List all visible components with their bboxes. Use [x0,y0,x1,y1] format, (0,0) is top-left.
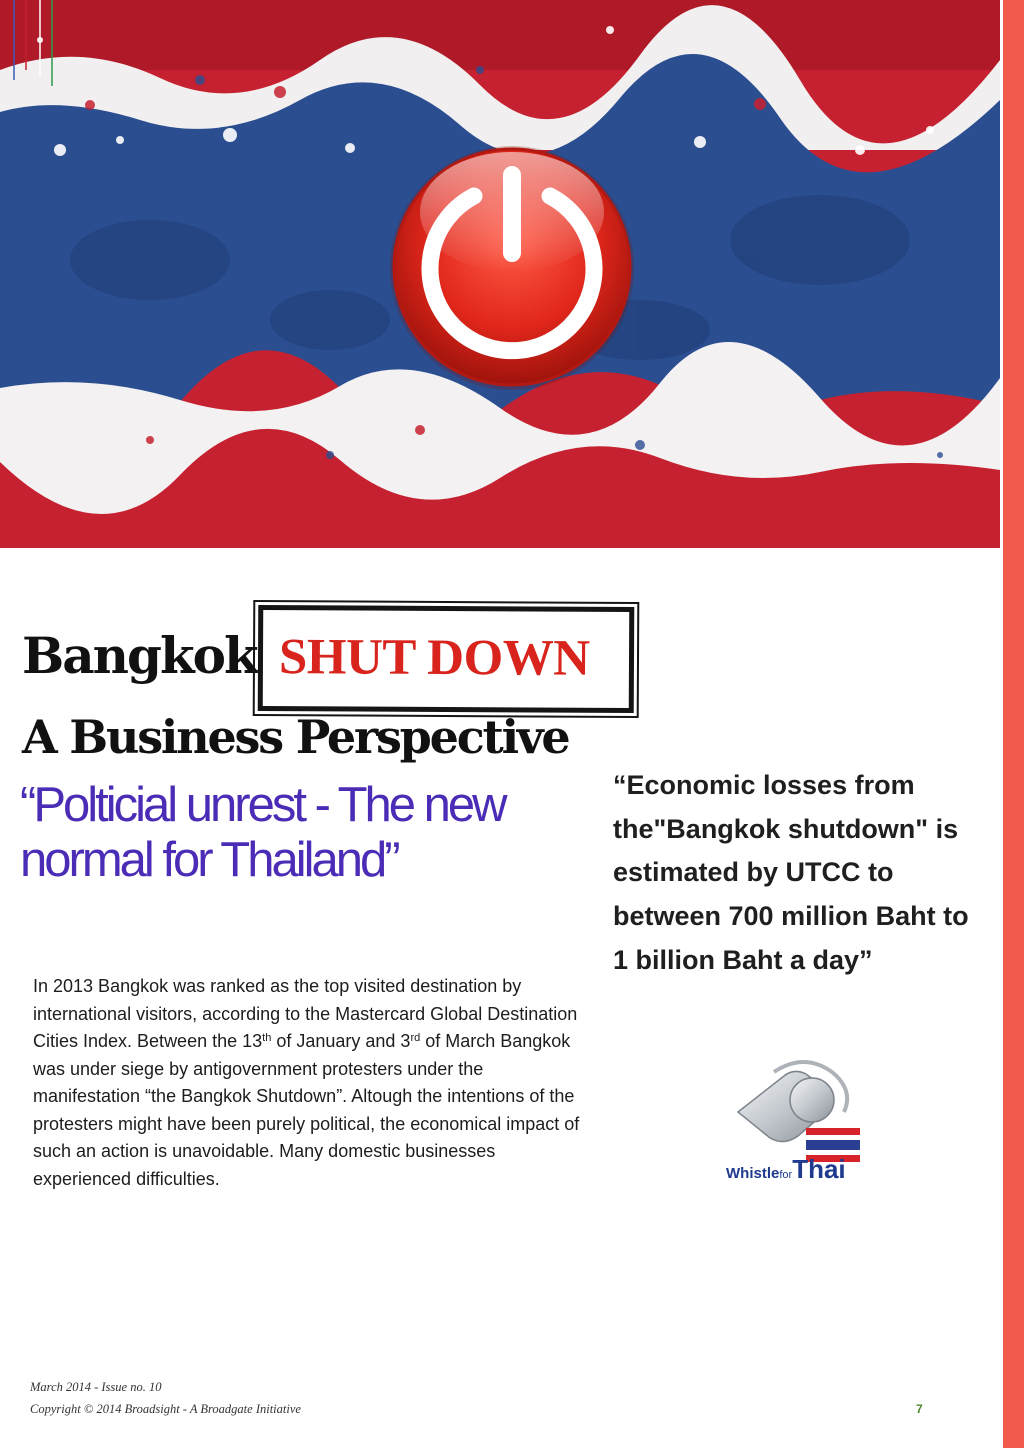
headline-bangkok: Bangkok [22,626,257,685]
logo-text-for: for [779,1169,793,1181]
headline-business-perspective: A Business Perspective [22,710,569,764]
page-number: 7 [916,1402,923,1416]
logo-text [726,1154,846,1185]
footer-copyright: Copyright © 2014 Broadsight - A Broadgate Initiative [30,1402,301,1416]
pull-quote: “Economic losses from the"Bangkok shutdown" is estimated by UTCC to between 700 million Baht to 1 billion Baht a day” [613,770,969,975]
hero-image [0,0,1000,548]
shut-down-stamp [258,605,635,713]
article-body [33,973,593,1193]
subtitle-quote: “Polticial unrest - The new normal for Thailand” [20,778,505,887]
logo-text-whistle: Whistle [726,1165,780,1182]
body-part-1: In 2013 Bangkok was ranked as the top visited destination by international visitors, according to the Mastercard Global Destination Cities Index. Between the 13 [33,976,578,1051]
power-button-icon [390,146,634,390]
stamp-text: SHUT DOWN [278,629,590,687]
whistle-for-thai-logo [724,1050,870,1184]
thai-flag-splash-art [0,0,1000,548]
body-part-3: of March Bangkok was under siege by antigovernment protesters under the manifestation “the Bangkok Shutdown”. Altough the intentions of the protesters might have been purely political, the economical impact of such an action is unavoidable. Many domestic businesses experienced difficulties. [33,1031,580,1189]
body-sup-2: rd [410,1032,421,1044]
body-sup-1: th [262,1032,272,1044]
right-accent-bar [1000,0,1024,1448]
logo-text-thai: Thai [792,1154,846,1184]
body-part-2: of January and 3 [271,1031,411,1051]
decorative-lines [12,0,56,86]
footer-issue: March 2014 - Issue no. 10 [30,1380,162,1394]
